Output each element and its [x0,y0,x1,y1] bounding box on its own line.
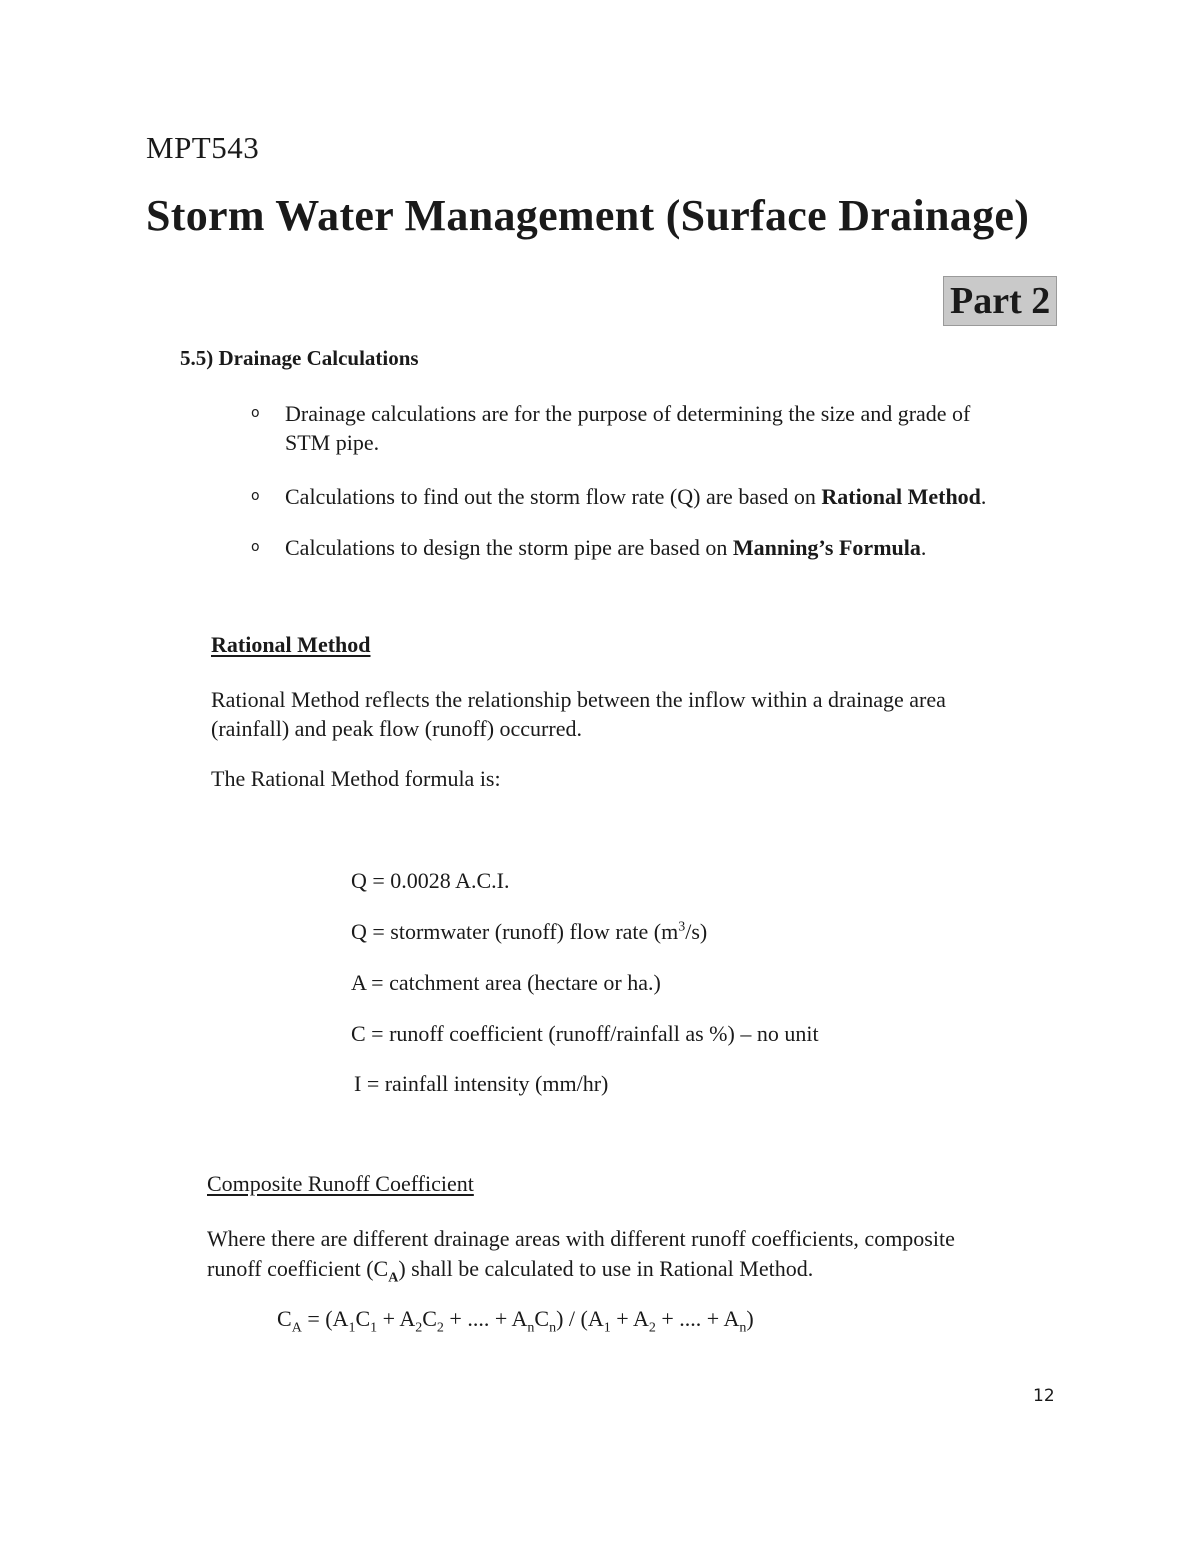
page-number: 12 [1033,1386,1055,1406]
formula-sub-a: A [291,1320,302,1336]
a-definition: A = catchment area (hectare or ha.) [351,970,661,995]
document-title: Storm Water Management (Surface Drainage) [146,191,1030,240]
composite-paragraph-suffix: ) shall be calculated to use in Rational Method. [398,1256,814,1281]
formula-sub-2: 2 [415,1320,423,1336]
section-heading: 5.5) Drainage Calculations [180,346,419,370]
rational-formula: Q = 0.0028 A.C.I. [351,868,510,893]
formula-a-plus2: + A [610,1306,649,1331]
bullet-item-3 [285,533,926,563]
rational-method-heading: Rational Method [211,632,371,657]
part-label: Part 2 [943,276,1057,326]
formula-sub-1: 1 [348,1320,356,1336]
subscript-a: A [388,1270,399,1286]
bullet-marker: o [251,405,260,421]
formula-eq-open: = (A [301,1306,349,1331]
formula-sub-2b: 2 [436,1320,444,1336]
cubed-superscript: 3 [678,919,686,935]
mannings-formula-emphasis: Manning’s Formula [732,535,921,560]
c-definition: C = runoff coefficient (runoff/rainfall as %) – no unit [351,1021,819,1046]
composite-paragraph-line2 [207,1254,813,1293]
bullet-item-2-text: Calculations to find out the storm flow rate (Q) are based on [285,484,822,509]
q-definition-suffix: /s) [685,919,708,944]
rational-method-paragraph-line1: Rational Method reflects the relationship between the inflow within a drainage area [211,687,946,712]
composite-formula [277,1306,754,1336]
formula-sub-nc: n [739,1320,747,1336]
bullet-item-1-line2: STM pipe. [285,430,380,455]
bullet-item-2 [285,482,986,512]
formula-sub-n: n [527,1320,535,1336]
formula-sub-2c: 2 [648,1320,656,1336]
formula-plus-a2: + A [377,1306,416,1331]
q-definition [351,919,707,945]
formula-cn: C [534,1306,550,1331]
formula-dots-an2: + .... + A [655,1306,740,1331]
bullet-marker: o [251,488,260,504]
bullet-item-2-suffix: . [980,484,987,509]
i-definition: I = rainfall intensity (mm/hr) [354,1071,609,1096]
bullet-item-3-suffix: . [920,535,927,560]
formula-close: ) [746,1306,754,1331]
formula-c: C [277,1306,292,1331]
composite-paragraph-prefix: runoff coefficient (C [207,1256,389,1281]
q-definition-prefix: Q = stormwater (runoff) flow rate (m [351,919,679,944]
formula-sub-1c: 1 [603,1320,611,1336]
formula-sub-nb: n [549,1320,557,1336]
formula-sub-1b: 1 [370,1320,378,1336]
formula-div-open: ) / (A [556,1306,604,1331]
rational-method-intro: The Rational Method formula is: [211,766,501,791]
course-code: MPT543 [146,130,260,165]
bullet-item-1-line1: Drainage calculations are for the purpose of determining the size and grade of [285,401,971,426]
formula-c2: C [422,1306,437,1331]
formula-dots-an: + .... + A [443,1306,528,1331]
composite-heading: Composite Runoff Coefficient [207,1171,474,1196]
bullet-marker: o [251,539,260,555]
composite-paragraph-line1: Where there are different drainage areas with different runoff coefficients, composite [207,1226,955,1251]
rational-method-paragraph-line2: (rainfall) and peak flow (runoff) occurred. [211,716,582,741]
formula-c1: C [355,1306,371,1331]
rational-method-emphasis: Rational Method [821,484,981,509]
bullet-item-3-text: Calculations to design the storm pipe are based on [285,535,733,560]
